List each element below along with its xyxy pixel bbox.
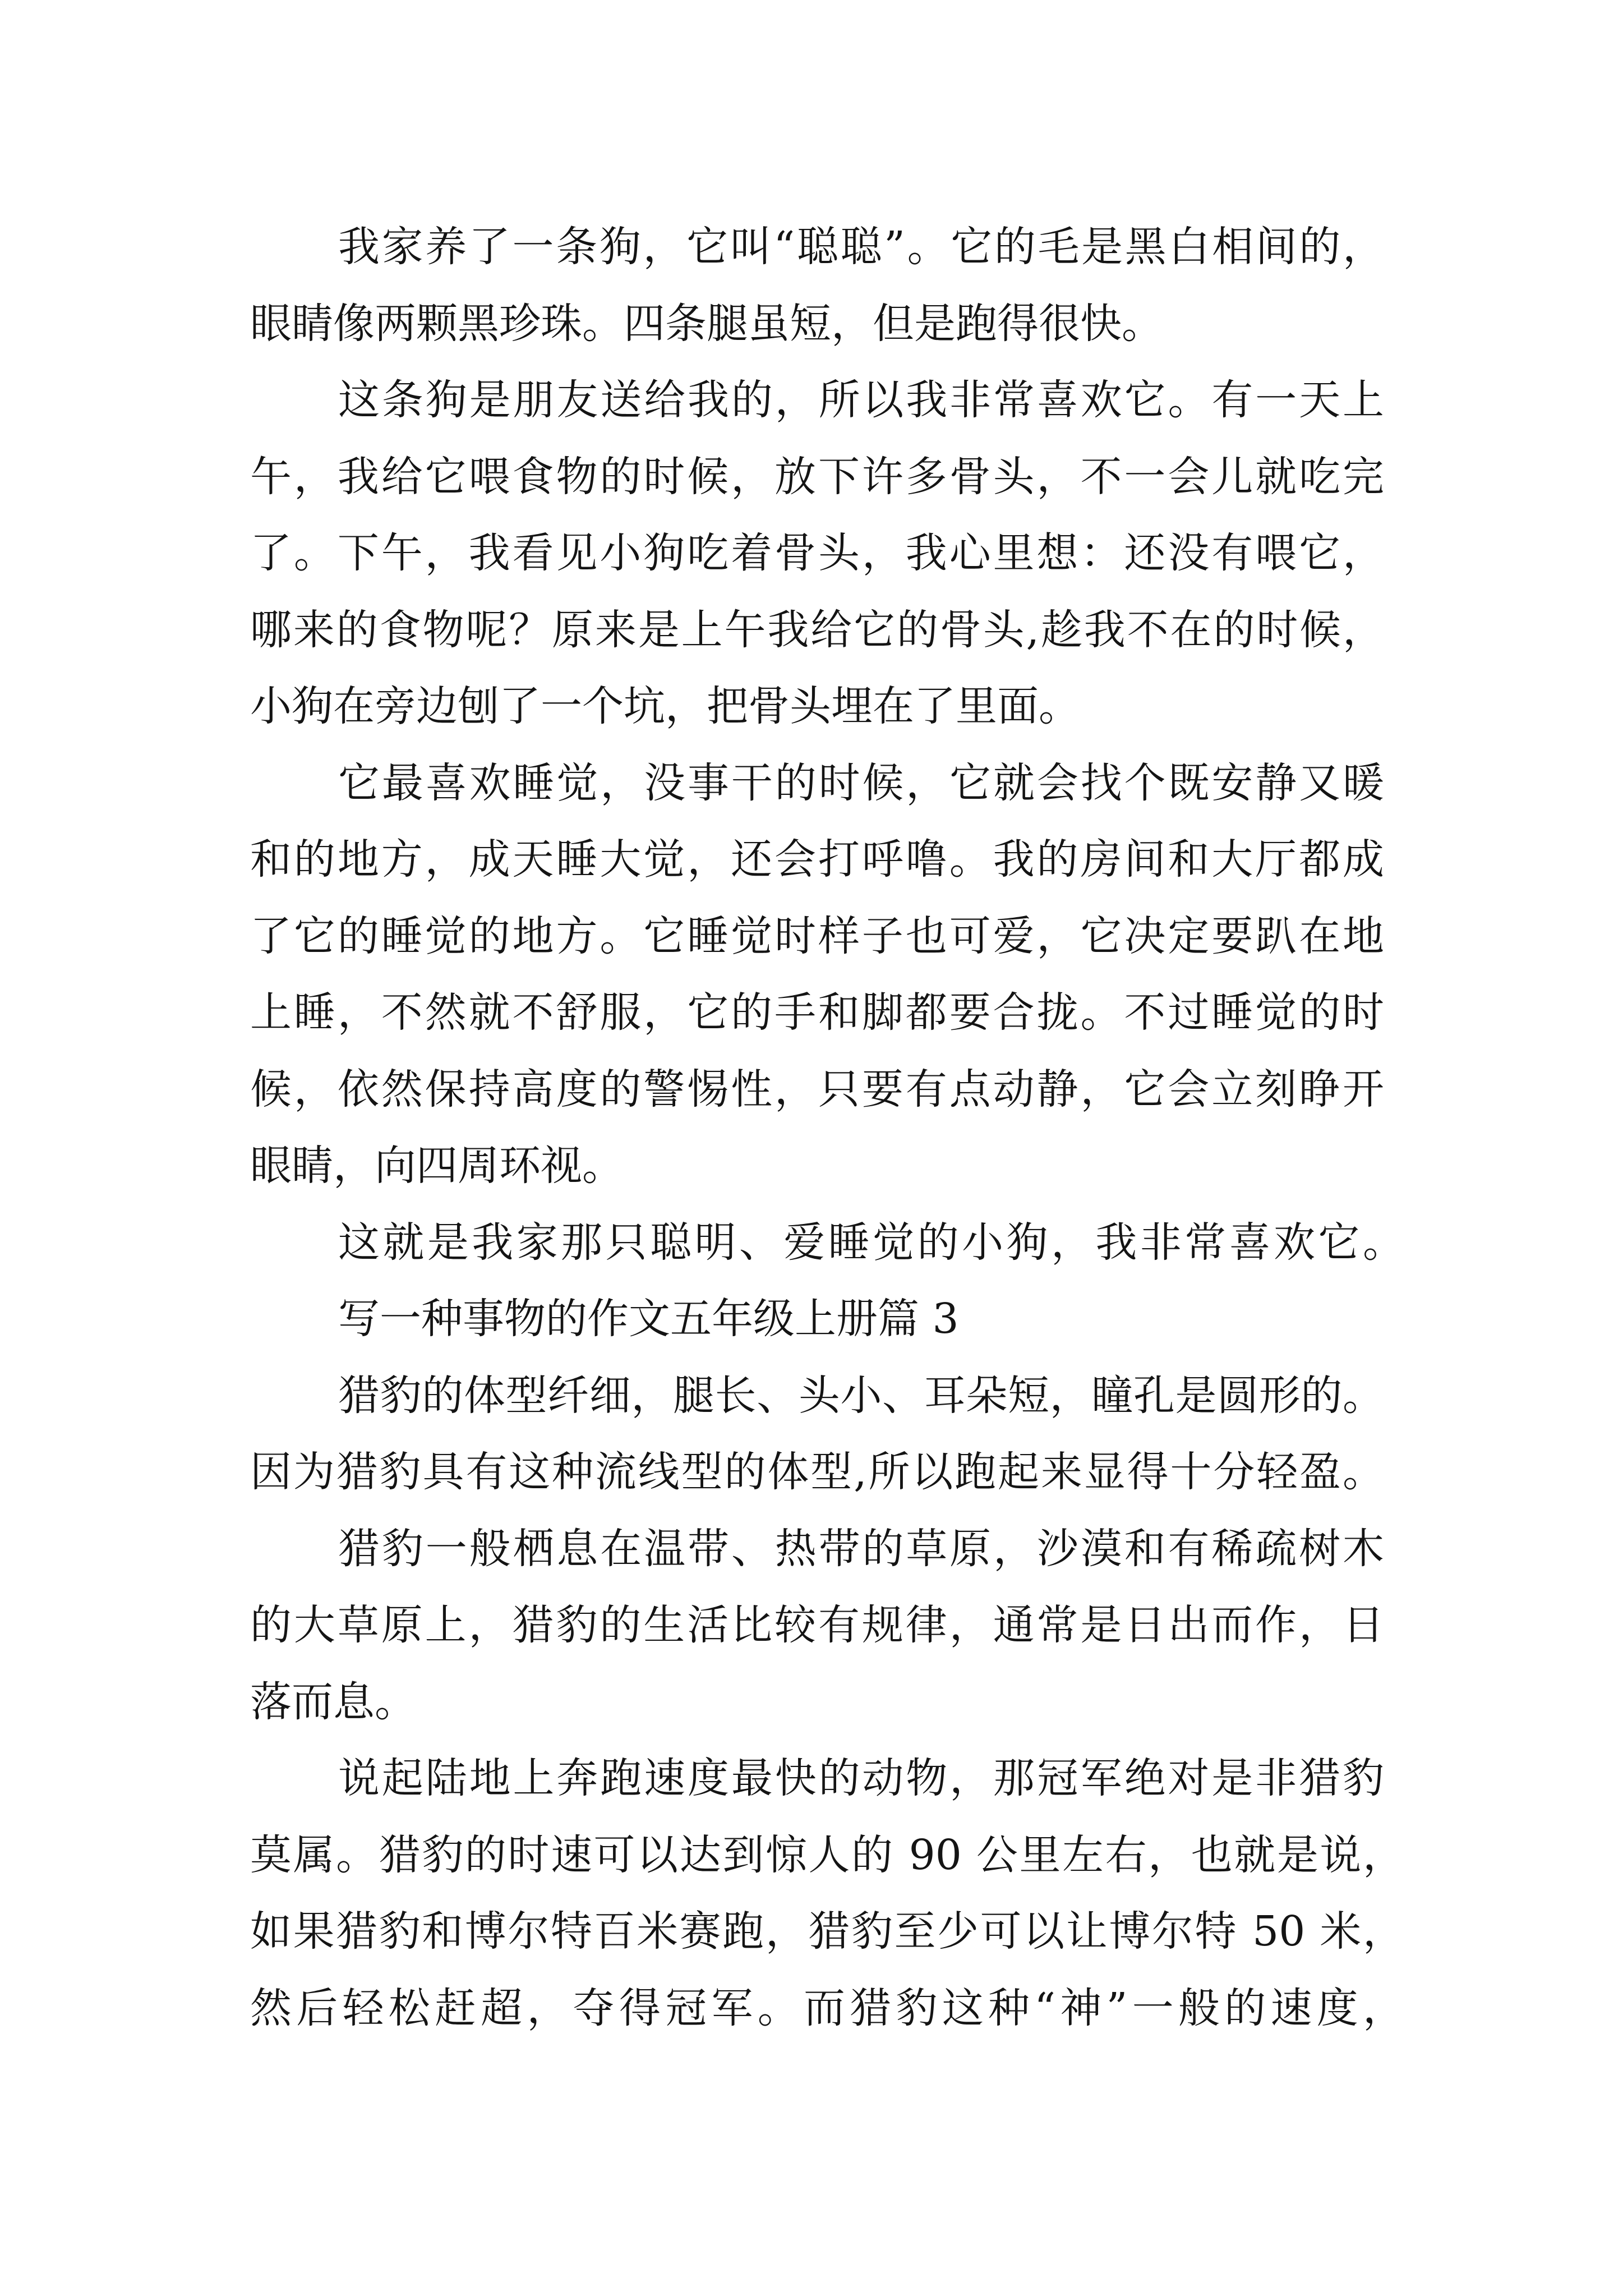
- paragraph: [250, 1358, 1384, 1511]
- paragraph: [250, 745, 1384, 1204]
- paragraph: [250, 1511, 1384, 1741]
- paragraph: [250, 1204, 1404, 1281]
- paragraph-line: 我家养了一条狗，它叫“聪聪”。它的毛是黑白相间的，: [338, 223, 1384, 271]
- paragraph-line: 猎豹的体型纤细，腿长、头小、耳朵短，瞳孔是圆形的。: [338, 1371, 1384, 1420]
- paragraph: [250, 362, 1384, 745]
- paragraph: [250, 209, 1384, 362]
- document-body: [250, 209, 1404, 2046]
- paragraph-line: 候，依然保持高度的警惕性，只要有点动静，它会立刻睁开: [250, 1065, 1384, 1114]
- paragraph-line: 眼睛，向四周环视。: [250, 1142, 624, 1190]
- paragraph-line: 午，我给它喂食物的时候，放下许多骨头，不一会儿就吃完: [250, 452, 1384, 501]
- paragraph-line: 然后轻松赶超，夺得冠军。而猎豹这种“神”一般的速度，: [250, 1984, 1404, 2032]
- paragraph-line: 这条狗是朋友送给我的，所以我非常喜欢它。有一天上: [338, 376, 1384, 424]
- paragraph-line: 的大草原上，猎豹的生活比较有规律，通常是日出而作，日: [250, 1601, 1384, 1649]
- paragraph-line: 了。下午，我看见小狗吃着骨头，我心里想：还没有喂它，: [250, 529, 1384, 577]
- section-heading: 写一种事物的作文五年级上册篇 3: [338, 1295, 959, 1343]
- paragraph-line: 因为猎豹具有这种流线型的体型,所以跑起来显得十分轻盈。: [250, 1448, 1384, 1496]
- paragraph-line: 哪来的食物呢？原来是上午我给它的骨头,趁我不在的时候，: [250, 605, 1384, 654]
- paragraph-line: 落而息。: [250, 1677, 416, 1726]
- paragraph-line: 眼睛像两颗黑珍珠。四条腿虽短，但是跑得很快。: [250, 299, 1163, 348]
- paragraph-line: 上睡，不然就不舒服，它的手和脚都要合拢。不过睡觉的时: [250, 988, 1384, 1037]
- paragraph-line: 和的地方，成天睡大觉，还会打呼噜。我的房间和大厅都成: [250, 835, 1384, 884]
- paragraph-line: 莫属。猎豹的时速可以达到惊人的 90 公里左右，也就是说，: [250, 1830, 1404, 1879]
- paragraph-line: 如果猎豹和博尔特百米赛跑，猎豹至少可以让博尔特 50 米，: [250, 1907, 1404, 1955]
- paragraph: [250, 1740, 1404, 2046]
- paragraph-line: 它最喜欢睡觉，没事干的时候，它就会找个既安静又暖: [338, 758, 1384, 807]
- paragraph-line: 小狗在旁边刨了一个坑，把骨头埋在了里面。: [250, 682, 1080, 730]
- paragraph-line: 说起陆地上奔跑速度最快的动物，那冠军绝对是非猎豹: [338, 1754, 1384, 1802]
- paragraph-line: 猎豹一般栖息在温带、热带的草原，沙漠和有稀疏树木: [338, 1524, 1384, 1573]
- paragraph-line: 了它的睡觉的地方。它睡觉时样子也可爱，它决定要趴在地: [250, 912, 1384, 960]
- paragraph-line: 这就是我家那只聪明、爱睡觉的小狗，我非常喜欢它。: [338, 1218, 1404, 1267]
